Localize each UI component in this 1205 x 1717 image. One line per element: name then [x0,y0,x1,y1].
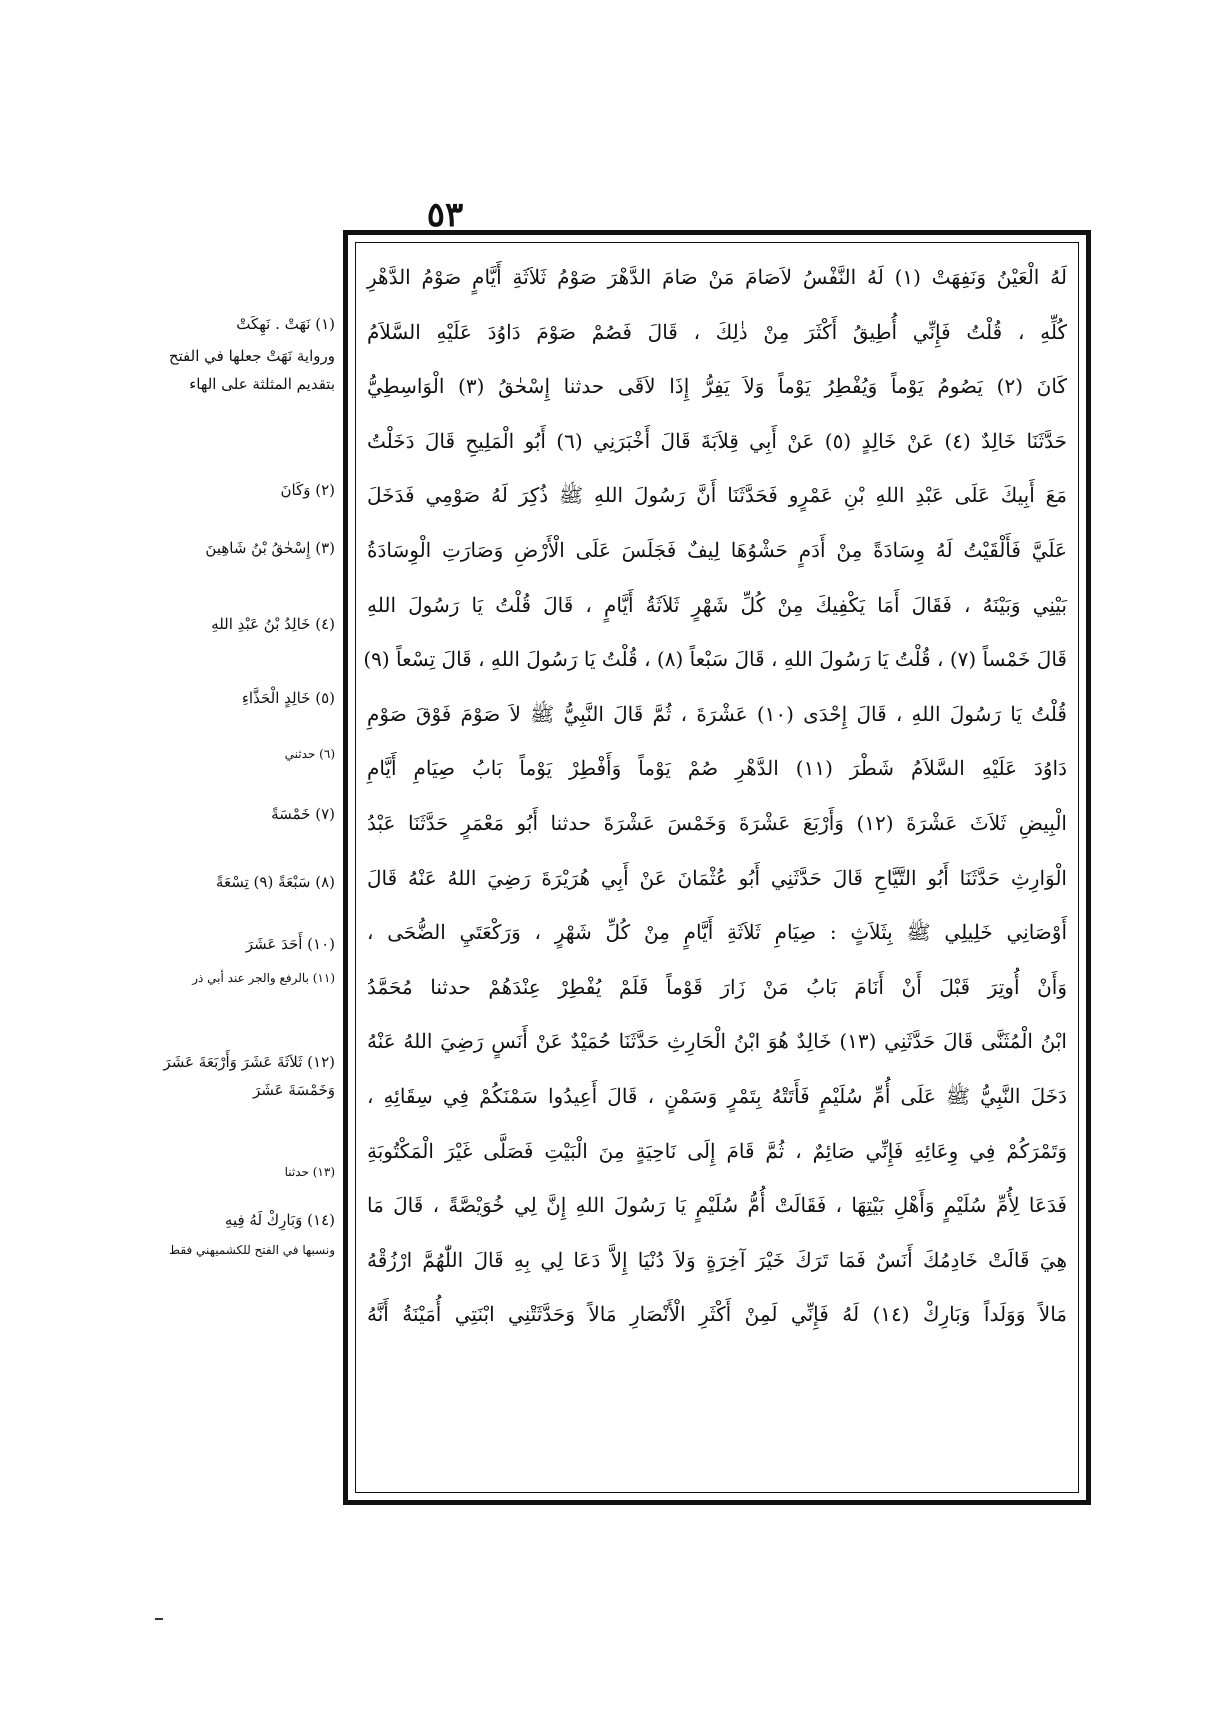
margin-note: ورواية نَهَتْ جعلها في الفتح بتقديم المثلثة على الهاء [168,347,335,393]
main-text-line: مَالاً وَوَلَداً وَبَارِكْ (١٤) لَهُ فَإِنِّي لَمِنْ أَكْثَرِ الْأَنْصَارِ مَالاً وَحَدَّثَتْنِي ابْنَتِي أُمَيْنَةُ أَنَّهُ [367,1302,1067,1327]
main-text-line: كَانَ (٢) يَصُومُ يَوْماً وَيُفْطِرُ يَوْماً وَلاَ يَفِرُّ إِذَا لاَقَى حدثنا إِسْحٰقُ (٣) الْوَاسِطِيُّ [367,374,1067,399]
margin-note: (٤) خَالِدُ بْنُ عَبْدِ اللهِ [211,615,335,633]
main-text-line: حَدَّثَنَا خَالِدٌ (٤) عَنْ خَالِدٍ (٥) عَنْ أَبِي قِلاَبَةَ قَالَ أَخْبَرَنِي (٦) أَبُو الْمَلِيحِ قَالَ دَخَلْتُ [367,428,1068,453]
margin-note: (٥) خَالِدٍ الْحَذَّاءِ [241,689,335,707]
main-text-line: دَخَلَ النَّبِيُّ ﷺ عَلَى أُمِّ سُلَيْمٍ فَأَتَتْهُ بِتَمْرٍ وَسَمْنٍ ، قَالَ أَعِيدُوا سَمْنَكُمْ فِي سِقَائِهِ ، [367,1083,1067,1108]
main-text-line: قَالَ خَمْساً (٧) ، قُلْتُ يَا رَسُولَ اللهِ ، قَالَ سَبْعاً (٨) ، قُلْتُ يَا رَسُولَ اللهِ ، قَالَ تِسْعاً (٩) [363,647,1067,672]
main-text-line: دَاوُدَ عَلَيْهِ السَّلاَمُ شَطْرَ (١١) الدَّهْرِ صُمْ يَوْماً وَأَفْطِرْ يَوْماً بَابُ صِيَامِ أَيَّامِ [367,756,1067,781]
main-text-block [363,250,1071,1486]
page-number: ٥٣ [426,195,464,235]
main-text-line: أَوْصَانِي خَلِيلِي ﷺ بِثَلاَثٍ : صِيَامِ ثَلاَثَةِ أَيَّامٍ مِنْ كُلِّ شَهْرٍ ، وَرَكْعَتَيِ الضُّحَى ، [367,920,1067,945]
margin-notes [150,300,335,1400]
main-text-line: بَيْنِي وَبَيْنَهُ ، فَقَالَ أَمَا يَكْفِيكَ مِنْ كُلِّ شَهْرٍ ثَلاَثَةُ أَيَّامٍ ، قَالَ قُلْتُ يَا رَسُولَ اللهِ [367,592,1067,617]
main-text-line: عَلَيَّ فَأَلْقَيْتُ لَهُ وِسَادَةً مِنْ أَدَمٍ حَشْوُهَا لِيفٌ فَجَلَسَ عَلَى الْأَرْضِ وَصَارَتِ الْوِسَادَةُ [367,537,1067,562]
margin-note: ونسبها في الفتح للكشميهني فقط [169,1243,335,1257]
main-text-line: الْبِيضِ ثَلاَثَ عَشْرَةَ (١٢) وَأَرْبَعَ عَشْرَةَ وَخَمْسَ عَشْرَةَ حدثنا أَبُو مَعْمَرٍ حَدَّثَنَا عَبْدُ [367,810,1067,835]
main-text-line: وَأَنْ أُوتِرَ قَبْلَ أَنْ أَنَامَ بَابُ مَنْ زَارَ قَوْماً فَلَمْ يُفْطِرْ عِنْدَهُمْ حدثنا مُحَمَّدُ [367,974,1067,999]
main-text-line: هِيَ قَالَتْ خَادِمُكَ أَنَسٌ فَمَا تَرَكَ خَيْرَ آخِرَةٍ وَلاَ دُنْيَا إِلاَّ دَعَا لِي بِهِ قَالَ اللّٰهُمَّ ارْزُقْهُ [367,1247,1067,1272]
margin-note: (١٠) أَحَدَ عَشَرَ [245,935,335,953]
print-speck [155,1618,163,1620]
main-text-line: ابْنُ الْمُثَنَّى قَالَ حَدَّثَنِي (١٣) خَالِدٌ هُوَ ابْنُ الْحَارِثِ حَدَّثَنَا حُمَيْدٌ عَنْ أَنَسٍ رَضِيَ اللهُ عَنْهُ [367,1029,1067,1054]
main-text-line: وَتَمْرَكُمْ فِي وِعَائِهِ فَإِنِّي صَائِمٌ ، ثُمَّ قَامَ إِلَى نَاحِيَةٍ مِنَ الْبَيْتِ فَصَلَّى غَيْرَ الْمَكْتُوبَةِ [367,1138,1067,1163]
main-text-line: كُلِّهِ ، قُلْتُ فَإِنِّي أُطِيقُ أَكْثَرَ مِنْ ذٰلِكَ ، قَالَ فَصُمْ صَوْمَ دَاوُدَ عَلَيْهِ السَّلاَمُ [367,319,1067,344]
main-text-line: فَدَعَا لِأُمِّ سُلَيْمٍ وَأَهْلِ بَيْتِهَا ، فَقَالَتْ أُمُّ سُلَيْمٍ يَا رَسُولَ اللهِ إِنَّ لِي خُوَيْصَّةً ، قَالَ مَا [367,1193,1067,1218]
main-text-line: لَهُ الْعَيْنُ وَنَفِهَتْ (١) لَهُ النَّفْسُ لاَصَامَ مَنْ صَامَ الدَّهْرَ صَوْمُ ثَلاَثَةِ أَيَّامٍ صَوْمُ الدَّهْرِ [367,265,1068,289]
margin-note: (١) نَهَتْ . نَهِكَتْ [236,315,335,333]
margin-note: (٧) خَمْسَةً [271,805,335,823]
margin-note: (٣) إِسْحٰقُ بْنُ شَاهِينَ [205,539,335,557]
main-text-line: مَعَ أَبِيكَ عَلَى عَبْدِ اللهِ بْنِ عَمْرٍو فَحَدَّثَنَا أَنَّ رَسُولَ اللهِ ﷺ ذُكِرَ لَهُ صَوْمِي فَدَخَلَ [367,483,1067,508]
margin-note: (٨) سَبْعَةً (٩) تِسْعَةً [215,873,335,891]
margin-note: (١١) بالرفع والجر عند أبي ذر [192,971,335,985]
main-text-line: قُلْتُ يَا رَسُولَ اللهِ ، قَالَ إِحْدَى (١٠) عَشْرَةَ ، ثُمَّ قَالَ النَّبِيُّ ﷺ لاَ صَوْمَ فَوْقَ صَوْمِ [367,701,1067,726]
margin-note: (١٤) وَبَارِكْ لَهُ فِيهِ [224,1211,335,1229]
margin-note: (١٢) ثَلاَثَةَ عَشَرَ وَأَرْبَعَةَ عَشَرَ وَخَمْسَةَ عَشَرَ [163,1053,335,1099]
main-text-line: الْوَارِثِ حَدَّثَنَا أَبُو التَّيَّاحِ قَالَ حَدَّثَنِي أَبُو عُثْمَانَ عَنْ أَبِي هُرَيْرَةَ رَضِيَ اللهُ عَنْهُ قَالَ [367,865,1067,890]
margin-note: (١٣) حدثنا [284,1165,335,1179]
margin-note: (٦) حدثني [284,747,335,761]
margin-note: (٢) وَكَانَ [280,481,335,499]
